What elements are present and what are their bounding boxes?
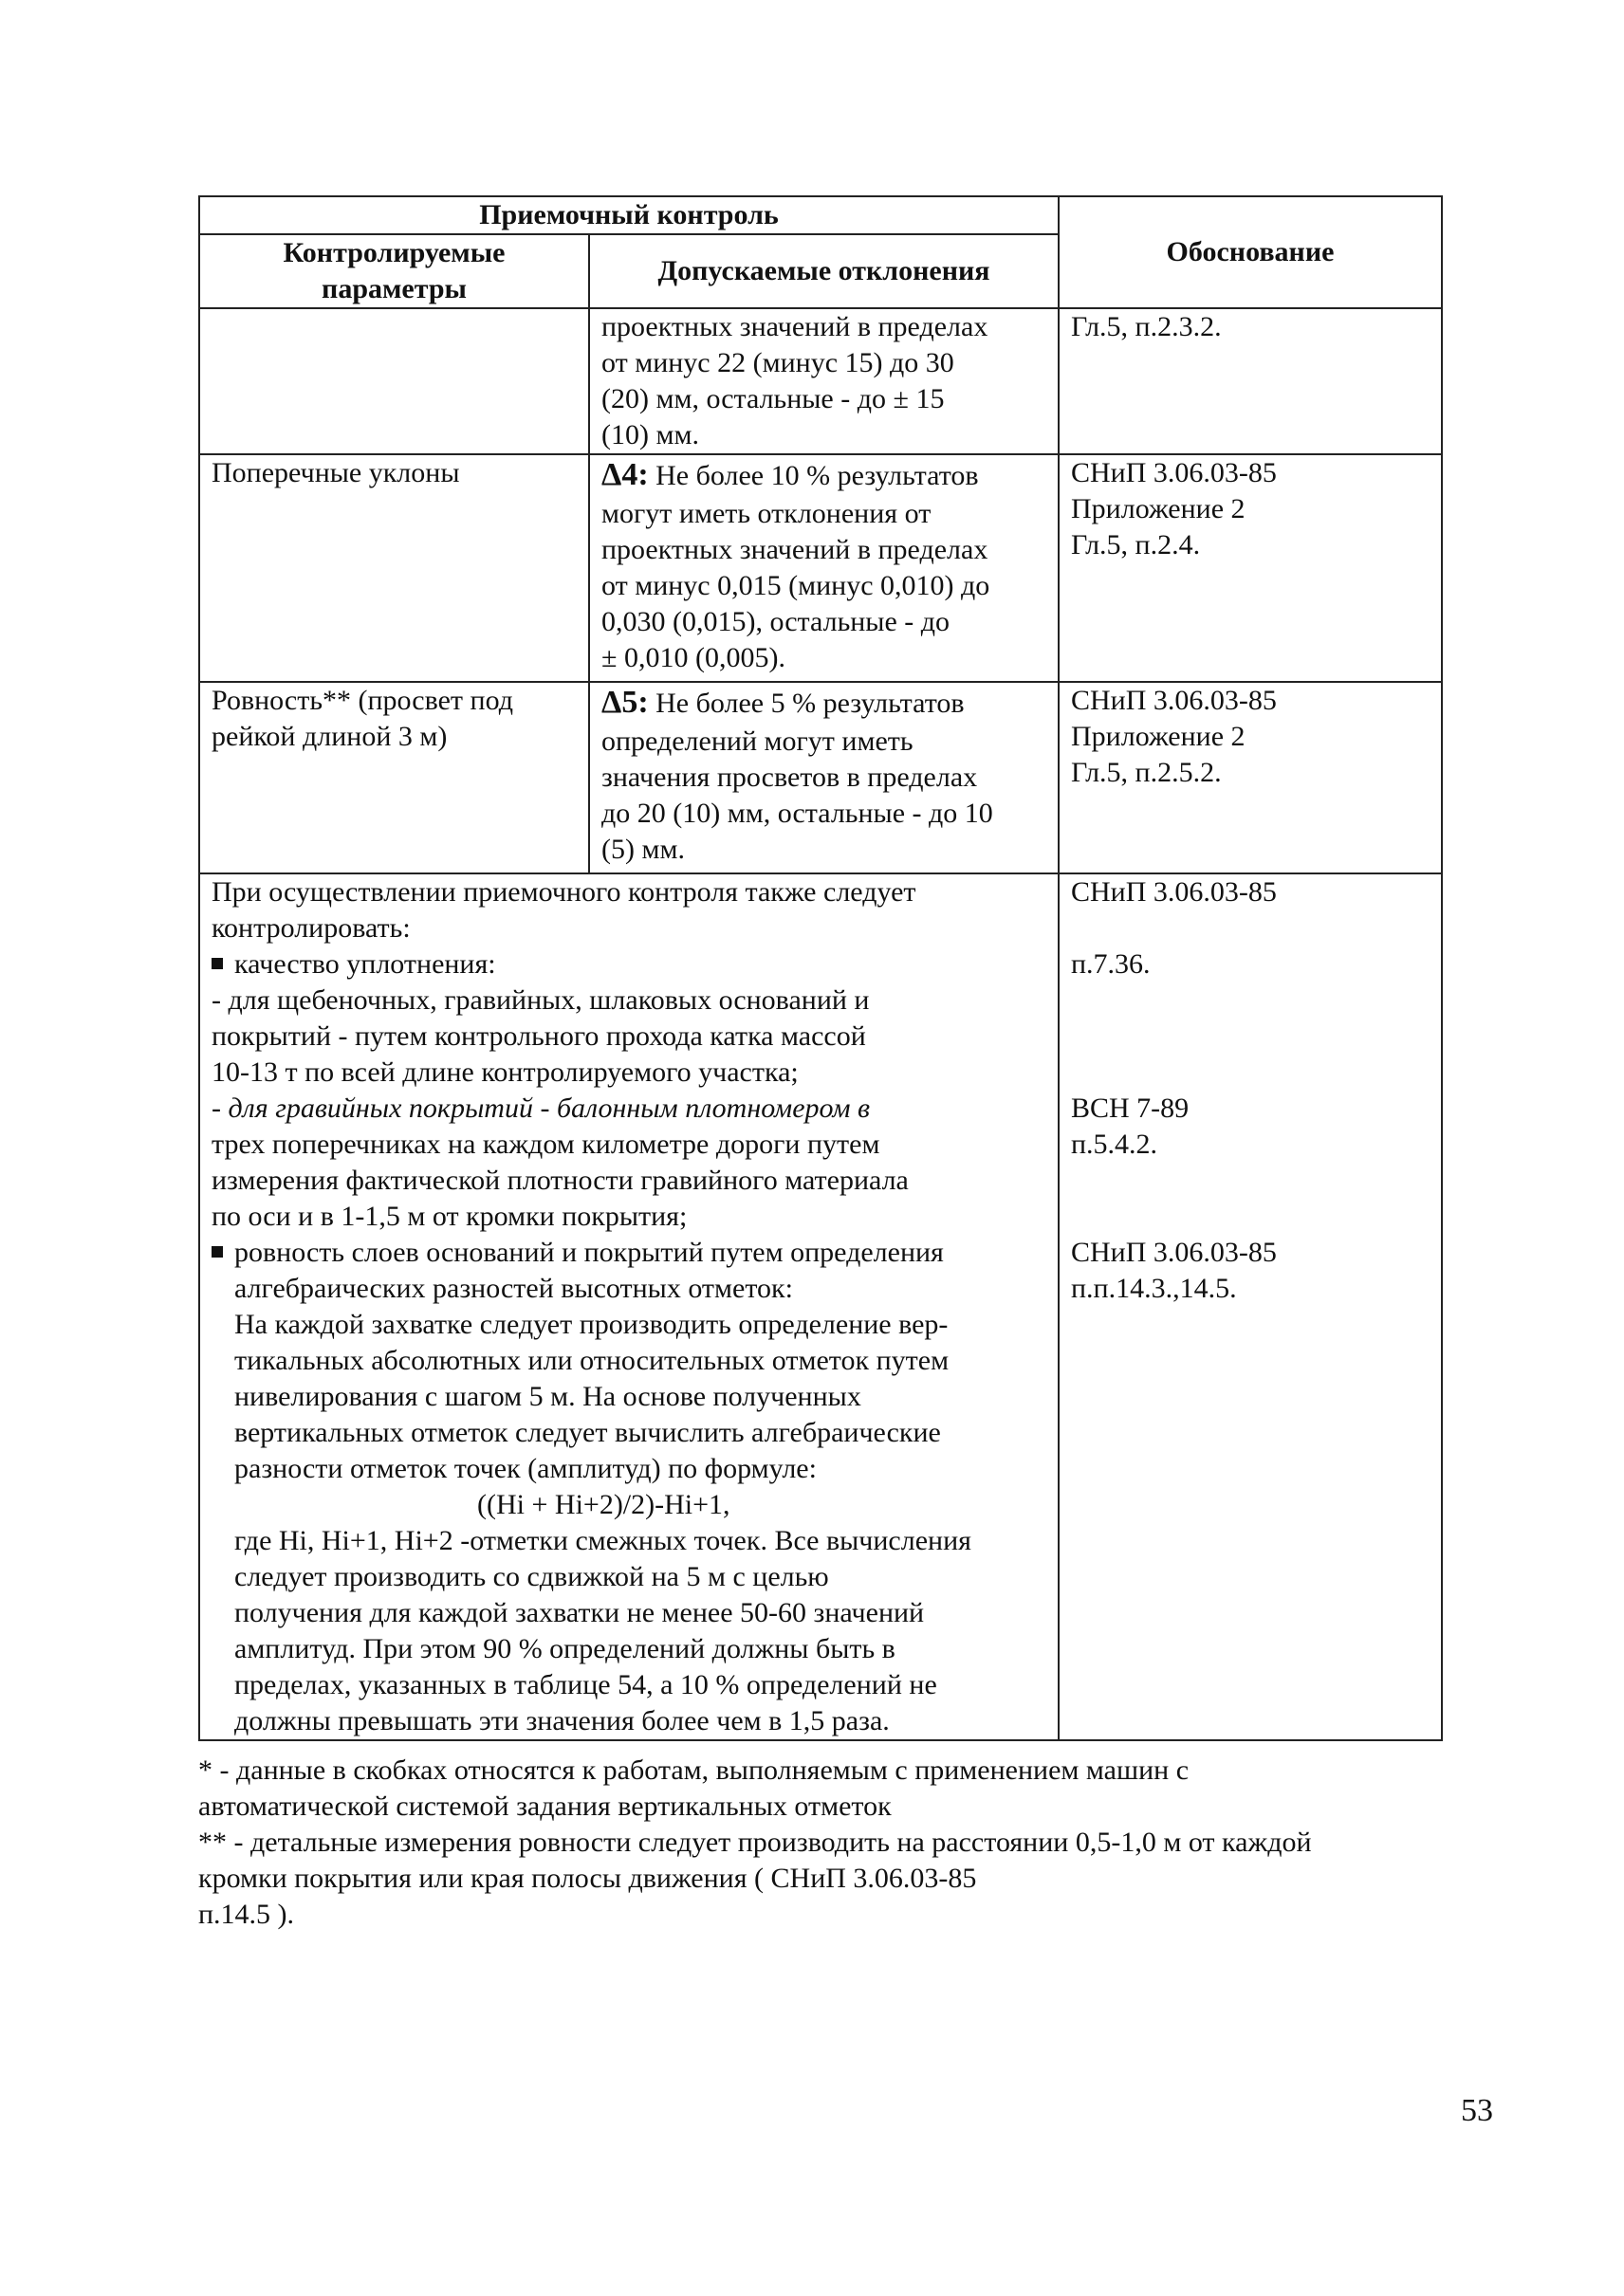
row2-deviation: [589, 682, 1059, 873]
row2-justification: [1059, 682, 1442, 873]
footnote-line: п.14.5 ).: [198, 1899, 295, 1930]
text-line: пределах, указанных в таблице 54, а 10 % определений не: [234, 1669, 937, 1700]
text-line: измерения фактической плотности гравийного материала: [212, 1165, 909, 1196]
table-row: [199, 454, 1442, 682]
footnote-line: кромки покрытия или края полосы движения ( СНиП 3.06.03-85: [198, 1863, 977, 1894]
table-row: [199, 682, 1442, 873]
text-line: проектных значений в пределах: [601, 534, 988, 565]
text-line: СНиП 3.06.03-85: [1071, 457, 1277, 488]
text-line: - для щебеночных, гравийных, шлаковых оснований и: [212, 984, 870, 1016]
text-line: п.п.14.3.,14.5.: [1071, 1273, 1237, 1304]
text-line: тикальных абсолютных или относительных отметок путем: [234, 1345, 950, 1376]
text-line: до 20 (10) мм, остальные - до 10: [601, 798, 993, 829]
footnote-line: ** - детальные измерения ровности следует производить на расстоянии 0,5-1,0 м от каждой: [198, 1827, 1312, 1858]
text-line: трех поперечниках на каждом километре дороги путем: [212, 1129, 880, 1160]
text-line: должны превышать эти значения более чем в 1,5 раза.: [234, 1705, 890, 1736]
text-line: На каждой захватке следует производить определение вер-: [234, 1309, 949, 1340]
text-line: амплитуд. При этом 90 % определений должны быть в: [234, 1633, 895, 1664]
text-line: проектных значений в пределах: [601, 311, 988, 342]
page-number: 53: [1461, 2093, 1493, 2128]
text-line: ровность слоев оснований и покрытий путем определения: [234, 1237, 944, 1268]
row2-param: [199, 682, 589, 873]
text-line: При осуществлении приемочного контроля также следует: [212, 876, 916, 908]
row3-justification: [1059, 873, 1442, 1740]
square-bullet-icon: [212, 1246, 223, 1258]
table-header-row-1: [199, 196, 1442, 234]
row0-justification: [1059, 308, 1442, 454]
text-line: вертикальных отметок следует вычислить алгебраические: [234, 1417, 941, 1448]
text-line: определений могут иметь: [601, 726, 914, 757]
text-line: ВСН 7-89: [1071, 1093, 1190, 1124]
text-line: алгебраических разностей высотных отметок:: [234, 1273, 793, 1304]
row0-param: [199, 308, 589, 454]
row1-deviation: [589, 454, 1059, 682]
text-line: следует производить со сдвижкой на 5 м с целью: [234, 1561, 829, 1592]
text-line: по оси и в 1-1,5 м от кромки покрытия;: [212, 1201, 688, 1232]
text-line: от минус 0,015 (минус 0,010) до: [601, 570, 990, 601]
text-line: (5) мм.: [601, 834, 685, 865]
row0-deviation: [589, 308, 1059, 454]
square-bullet-icon: [212, 958, 223, 969]
text-line: ± 0,010 (0,005).: [601, 642, 785, 673]
delta-label: Δ4:: [601, 457, 649, 492]
amplitude-formula: ((Hi + Hi+2)/2)-Hi+1,: [477, 1489, 730, 1520]
text-line: качество уплотнения:: [234, 948, 496, 980]
footnote-line: * - данные в скобках относятся к работам, выполняемым с применением машин с: [198, 1754, 1190, 1786]
text-line: нивелирования с шагом 5 м. На основе полученных: [234, 1381, 861, 1412]
text-line: 0,030 (0,015), остальные - до: [601, 606, 950, 637]
text-line: Не более 5 % результатов: [648, 688, 965, 719]
text-line: Приложение 2: [1071, 493, 1246, 524]
text-line: значения просветов в пределах: [601, 762, 978, 793]
header-controlled-params: Контролируемые параметры: [199, 234, 589, 308]
text-line: где Hi, Hi+1, Hi+2 -отметки смежных точек. Все вычисления: [234, 1525, 971, 1556]
text-line: Гл.5, п.2.3.2.: [1071, 311, 1222, 342]
header-group-title: Приемочный контроль: [199, 196, 1059, 234]
row1-justification: [1059, 454, 1442, 682]
text-line: СНиП 3.06.03-85: [1071, 685, 1277, 716]
text-line: разности отметок точек (амплитуд) по формуле:: [234, 1453, 817, 1484]
header-allowed-deviations: Допускаемые отклонения: [589, 234, 1059, 308]
text-line: получения для каждой захватки не менее 50-60 значений: [234, 1597, 925, 1628]
text-line: Ровность** (просвет под: [212, 685, 513, 716]
text-line: - для гравийных покрытий - балонным плотномером в: [212, 1093, 871, 1124]
text-line: (10) мм.: [601, 419, 699, 450]
text-line: могут иметь отклонения от: [601, 498, 932, 529]
row1-param: Поперечные уклоны: [199, 454, 589, 682]
text-line: Гл.5, п.2.5.2.: [1071, 757, 1222, 788]
text-line: рейкой длиной 3 м): [212, 721, 448, 752]
table-row: [199, 873, 1442, 1740]
footnote-line: автоматической системой задания вертикальных отметок: [198, 1791, 892, 1822]
row3-requirements: [199, 873, 1059, 1740]
text-line: Приложение 2: [1071, 721, 1246, 752]
text-line: п.5.4.2.: [1071, 1129, 1158, 1160]
table-row: [199, 308, 1442, 454]
footnotes: [198, 1753, 1488, 1933]
text-line: 10-13 т по всей длине контролируемого участка;: [212, 1056, 799, 1088]
text-line: (20) мм, остальные - до ± 15: [601, 383, 945, 414]
text-line: п.7.36.: [1071, 948, 1151, 980]
text-line: Гл.5, п.2.4.: [1071, 529, 1201, 560]
text-line: контролировать:: [212, 912, 411, 944]
text-line: СНиП 3.06.03-85: [1071, 1237, 1277, 1268]
text-line: покрытий - путем контрольного прохода катка массой: [212, 1020, 866, 1052]
text-line: от минус 22 (минус 15) до 30: [601, 347, 954, 378]
text-line: СНиП 3.06.03-85: [1071, 876, 1277, 908]
header-justification: Обоснование: [1059, 196, 1442, 308]
acceptance-control-table: [198, 195, 1443, 1741]
text-line: Не более 10 % результатов: [648, 460, 979, 491]
delta-label: Δ5:: [601, 685, 649, 720]
